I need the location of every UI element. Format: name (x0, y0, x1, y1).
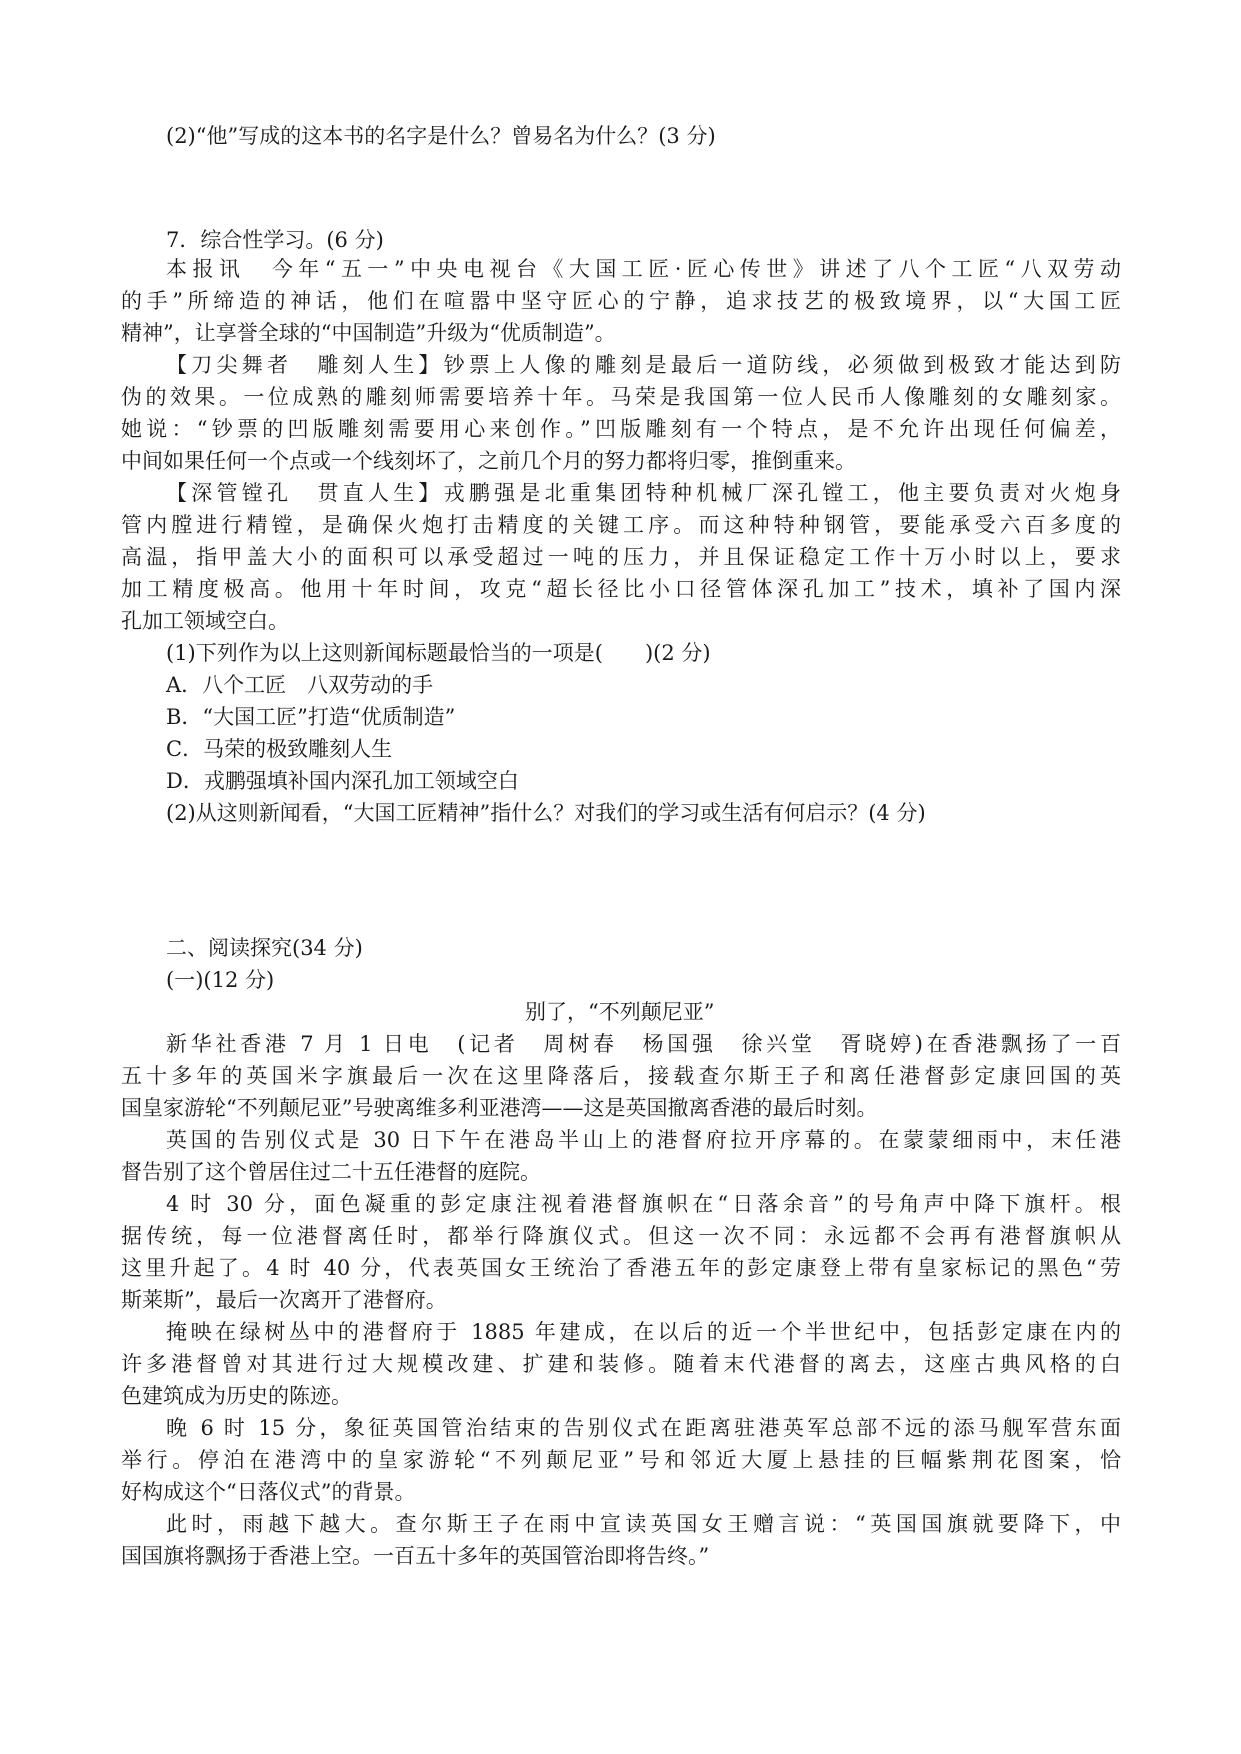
paragraph-rong-pengqiang-line: 【深管镗孔 贯直人生】戎鹏强是北重集团特种机械厂深孔镗工，他主要负责对火炮身 (166, 481, 1121, 505)
option-c: C．马荣的极致雕刻人生 (166, 737, 393, 761)
option-d: D．戎鹏强填补国内深孔加工领域空白 (166, 769, 519, 793)
article-paragraph-line: 晚 6 时 15 分，象征英国管治结束的告别仪式在距离驻港英军总部不远的添马舰军营东面 (166, 1416, 1121, 1440)
paragraph-ma-rong-line: 中间如果任何一个点或一个线刻坏了，之前几个月的努力都将归零，推倒重来。 (121, 449, 856, 473)
article-paragraph-line: 据传统，每一位港督离任时，都举行降旗仪式。但这一次不同：永远都不会再有港督旗帜从 (121, 1224, 1121, 1248)
article-paragraph-line: 此时，雨越下越大。查尔斯王子在雨中宣读英国女王赠言说：“英国国旗就要降下，中 (166, 1512, 1121, 1536)
option-a: A．八个工匠 八双劳动的手 (166, 673, 434, 697)
article-paragraph-line: 斯莱斯”，最后一次离开了港督府。 (121, 1288, 447, 1312)
article-paragraph-line: 这里升起了。4 时 40 分，代表英国女王统治了香港五年的彭定康登上带有皇家标记的黑色“劳 (121, 1256, 1121, 1280)
article-paragraph-line: 掩映在绿树丛中的港督府于 1885 年建成，在以后的近一个半世纪中，包括彭定康在内的 (166, 1320, 1121, 1344)
news-intro-line: 精神”，让享誉全球的“中国制造”升级为“优质制造”。 (121, 321, 616, 345)
question-7-2: (2)从这则新闻看，“大国工匠精神”指什么？对我们的学习或生活有何启示？(4 分) (166, 801, 926, 825)
question-6-2: (2)“他”写成的这本书的名字是什么？曾易名为什么？(3 分) (166, 124, 716, 148)
question-7-heading: 7．综合性学习。(6 分) (166, 228, 384, 252)
article-paragraph-line: 国国旗将飘扬于香港上空。一百五十多年的英国管治即将告终。” (121, 1544, 710, 1568)
article-paragraph-line: 4 时 30 分，面色凝重的彭定康注视着港督旗帜在“日落余音”的号角声中降下旗杆。根 (166, 1192, 1121, 1216)
paragraph-rong-pengqiang-line: 孔加工领域空白。 (121, 609, 289, 633)
paragraph-ma-rong-line: 她说：“钞票的凹版雕刻需要用心来创作。”凹版雕刻有一个特点，是不允许出现任何偏差， (121, 417, 1121, 441)
article-paragraph-line: 色建筑成为历史的陈迹。 (121, 1384, 352, 1408)
article-paragraph-line: 举行。停泊在港湾中的皇家游轮“不列颠尼亚”号和邻近大厦上悬挂的巨幅紫荆花图案，恰 (121, 1448, 1121, 1472)
news-intro-line: 本报讯 今年“五一”中央电视台《大国工匠·匠心传世》讲述了八个工匠“八双劳动 (166, 257, 1121, 281)
article-paragraph-line: 国皇家游轮“不列颠尼亚”号驶离维多利亚港湾——这是英国撤离香港的最后时刻。 (121, 1096, 878, 1120)
article-paragraph-line: 许多港督曾对其进行过大规模改建、扩建和装修。随着末代港督的离去，这座古典风格的白 (121, 1352, 1121, 1376)
paragraph-rong-pengqiang-line: 加工精度极高。他用十年时间，攻克“超长径比小口径管体深孔加工”技术，填补了国内深 (121, 577, 1121, 601)
article-paragraph-line: 好构成这个“日落仪式”的背景。 (121, 1480, 416, 1504)
news-intro-line: 的手”所缔造的神话，他们在喧嚣中坚守匠心的宁静，追求技艺的极致境界，以“大国工匠 (121, 289, 1121, 313)
article-paragraph-line: 新华社香港 7 月 1 日电 (记者 周树春 杨国强 徐兴堂 胥晓婷)在香港飘扬了一百 (166, 1032, 1121, 1056)
paragraph-ma-rong-line: 【刀尖舞者 雕刻人生】钞票上人像的雕刻是最后一道防线，必须做到极致才能达到防 (166, 353, 1121, 377)
paragraph-ma-rong-line: 伪的效果。一位成熟的雕刻师需要培养十年。马荣是我国第一位人民币人像雕刻的女雕刻家。 (121, 385, 1121, 409)
section-2-heading: 二、阅读探究(34 分) (166, 936, 363, 960)
option-b: B．“大国工匠”打造“优质制造” (166, 705, 456, 729)
paragraph-rong-pengqiang-line: 高温，指甲盖大小的面积可以承受超过一吨的压力，并且保证稳定工作十万小时以上，要求 (121, 545, 1121, 569)
question-7-1: (1)下列作为以上这则新闻标题最恰当的一项是( )(2 分) (166, 641, 711, 665)
article-paragraph-line: 五十多年的英国米字旗最后一次在这里降落后，接载查尔斯王子和离任港督彭定康回国的英 (121, 1064, 1121, 1088)
article-paragraph-line: 督告别了这个曾居住过二十五任港督的庭院。 (121, 1160, 541, 1184)
article-paragraph-line: 英国的告别仪式是 30 日下午在港岛半山上的港督府拉开序幕的。在蒙蒙细雨中，末任港 (166, 1128, 1121, 1152)
paragraph-rong-pengqiang-line: 管内膛进行精镗，是确保火炮打击精度的关键工序。而这种特种钢管，要能承受六百多度的 (121, 513, 1121, 537)
section-2-subheading: (一)(12 分) (166, 968, 275, 992)
article-title: 别了，“不列颠尼亚” (525, 1000, 715, 1024)
